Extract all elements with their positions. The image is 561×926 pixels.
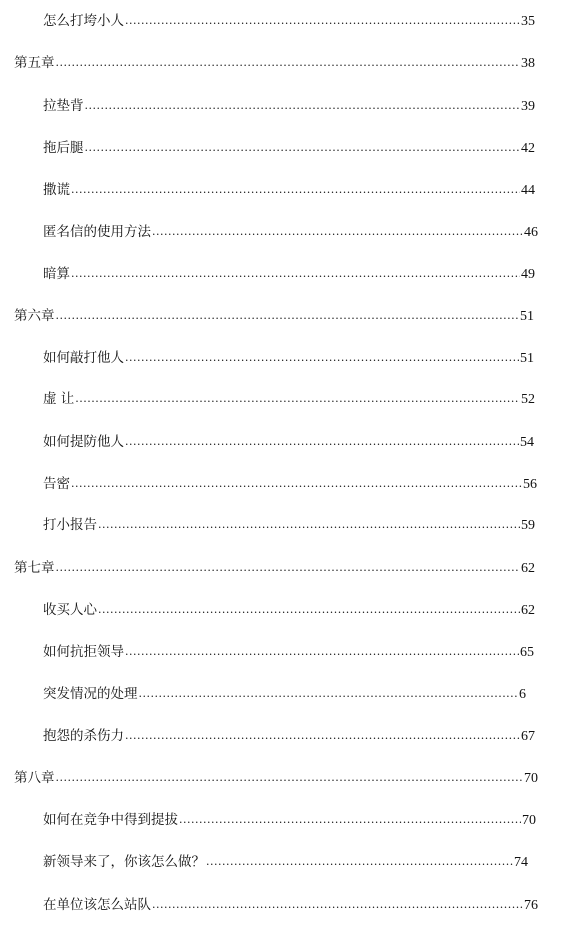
- toc-entry-label: 暗算: [43, 266, 70, 282]
- toc-entry-page: 44: [521, 183, 535, 198]
- dot-leader: [56, 54, 521, 72]
- toc-entry-page: 51: [520, 351, 534, 366]
- toc-entry-page: 70: [522, 813, 536, 828]
- toc-entry[interactable]: [43, 601, 535, 620]
- dot-leader: [98, 601, 520, 619]
- toc-entry-page: 52: [521, 392, 535, 407]
- toc-entry[interactable]: [43, 139, 535, 158]
- toc-entry[interactable]: [43, 516, 535, 535]
- dot-leader: [139, 685, 519, 703]
- toc-entry[interactable]: [43, 727, 535, 746]
- toc-entry-label: 撒谎: [43, 182, 70, 198]
- toc-entry-page: 62: [521, 603, 535, 618]
- toc-chapter[interactable]: [14, 54, 535, 73]
- toc-entry[interactable]: [43, 181, 535, 200]
- toc-entry-page: 67: [521, 729, 535, 744]
- toc-entry-label: 抱怨的杀伤力: [43, 728, 124, 744]
- toc-chapter-label: 第五章: [14, 55, 55, 71]
- toc-entry[interactable]: [43, 643, 534, 662]
- toc-chapter-page: 38: [521, 56, 535, 71]
- toc-entry-label: 如何在竞争中得到提拔: [43, 812, 178, 828]
- dot-leader: [56, 769, 524, 787]
- dot-leader: [152, 896, 523, 914]
- toc-entry-page: 54: [520, 435, 534, 450]
- toc-entry-page: 76: [524, 898, 538, 913]
- dot-leader: [125, 349, 519, 367]
- dot-leader: [125, 433, 519, 451]
- toc-entry[interactable]: [43, 475, 537, 494]
- dot-leader: [71, 265, 520, 283]
- toc-entry-page: 74: [514, 855, 528, 870]
- toc-chapter-page: 62: [521, 561, 535, 576]
- toc-chapter[interactable]: [14, 559, 535, 578]
- toc-entry[interactable]: [43, 853, 528, 872]
- toc-entry-page: 59: [521, 518, 535, 533]
- toc-entry[interactable]: [43, 12, 535, 31]
- toc-entry-page: 35: [521, 14, 535, 29]
- toc-entry[interactable]: [43, 433, 534, 452]
- toc-chapter-label: 第六章: [14, 308, 55, 324]
- toc-entry-label: 怎么打垮小人: [43, 13, 124, 29]
- dot-leader: [125, 727, 520, 745]
- toc-entry-page: 46: [524, 225, 538, 240]
- toc-entry[interactable]: [43, 223, 538, 242]
- dot-leader: [85, 97, 521, 115]
- toc-entry-page: 65: [520, 645, 534, 660]
- dot-leader: [98, 516, 520, 534]
- dot-leader: [75, 390, 520, 408]
- toc-entry-page: 56: [523, 477, 537, 492]
- toc-entry-label: 拉垫背: [43, 98, 84, 114]
- toc-entry-page: 49: [521, 267, 535, 282]
- toc-entry-page: 39: [521, 99, 535, 114]
- toc-entry-label: 打小报告: [43, 517, 97, 533]
- toc-entry-label: 如何抗拒领导: [43, 644, 124, 660]
- dot-leader: [152, 223, 523, 241]
- toc-entry-label: 拖后腿: [43, 140, 84, 156]
- toc-entry[interactable]: [43, 896, 538, 915]
- dot-leader: [125, 12, 520, 30]
- toc-entry-label: 如何敲打他人: [43, 350, 124, 366]
- toc-entry-page: 6: [519, 687, 526, 702]
- toc-chapter[interactable]: [14, 769, 538, 788]
- toc-chapter-page: 51: [520, 309, 534, 324]
- dot-leader: [125, 643, 519, 661]
- dot-leader: [85, 139, 521, 157]
- toc-chapter-page: 70: [524, 771, 538, 786]
- toc-entry-label: 在单位该怎么站队: [43, 897, 151, 913]
- toc-entry-label: 收买人心: [43, 602, 97, 618]
- dot-leader: [71, 475, 522, 493]
- toc-entry-page: 42: [521, 141, 535, 156]
- dot-leader: [179, 811, 521, 829]
- toc-entry-label: 突发情况的处理: [43, 686, 138, 702]
- toc-chapter[interactable]: [14, 307, 534, 326]
- toc-entry-label: 新领导来了，你该怎么做？: [43, 854, 205, 870]
- toc-entry-label: 告密: [43, 476, 70, 492]
- toc-entry-label: 如何提防他人: [43, 434, 124, 450]
- dot-leader: [71, 181, 520, 199]
- toc-entry[interactable]: [43, 265, 535, 284]
- toc-chapter-label: 第七章: [14, 560, 55, 576]
- toc-entry-label: 匿名信的使用方法: [43, 224, 151, 240]
- toc-entry-label: 虚 让: [43, 391, 75, 407]
- toc-chapter-label: 第八章: [14, 770, 55, 786]
- toc-entry[interactable]: [43, 349, 534, 368]
- toc-entry[interactable]: [43, 97, 535, 116]
- dot-leader: [206, 853, 513, 871]
- dot-leader: [56, 307, 520, 325]
- toc-entry[interactable]: [43, 685, 526, 704]
- toc-entry[interactable]: [43, 811, 536, 830]
- toc-entry[interactable]: [43, 390, 535, 409]
- dot-leader: [56, 559, 521, 577]
